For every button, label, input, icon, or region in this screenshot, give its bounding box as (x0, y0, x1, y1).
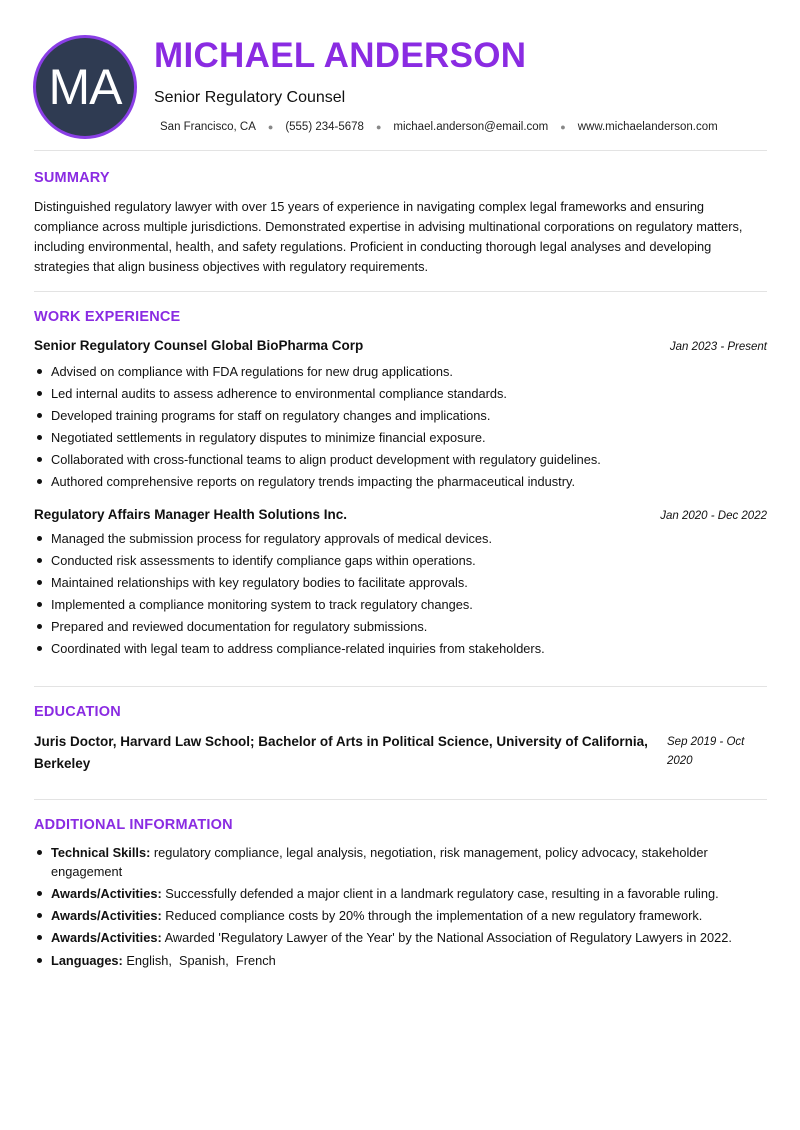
additional-list (34, 843, 767, 973)
education-dates: Sep 2019 - Oct 2020 (667, 736, 745, 767)
item-text: Reduced compliance costs by 20% through the implementation of a new regulatory framework. (161, 908, 703, 923)
summary-heading: SUMMARY (34, 170, 110, 186)
contact-location: San Francisco, CA (160, 121, 256, 133)
item-label: Awards/Activities: (51, 930, 162, 945)
job-bullet-list (34, 528, 767, 660)
list-item (34, 906, 767, 925)
list-item: Maintained relationships with key regulatory bodies to facilitate approvals. (34, 572, 767, 594)
job-header (34, 507, 767, 522)
candidate-name: MICHAEL ANDERSON (154, 36, 527, 75)
divider (34, 291, 767, 292)
candidate-title: Senior Regulatory Counsel (154, 89, 346, 106)
summary-text: Distinguished regulatory lawyer with over 15 years of experience in navigating complex legal frameworks and ensuring compliance across multiple jurisdictions. Demonstrated expertise in advising multinational corporations on regulatory matters, including environmental, health, and safety regulations. Proficient in conducting thorough legal analyses and developing strategies that align business objectives with regulatory requirements. (34, 199, 743, 274)
education-degree: Juris Doctor, Harvard Law School; Bachelor of Arts in Political Science, University of California, Berkeley (34, 734, 648, 771)
job-role: Senior Regulatory Counsel Global BioPharma Corp (34, 338, 364, 353)
list-item: Developed training programs for staff on regulatory changes and implications. (34, 405, 767, 427)
contact-phone: (555) 234-5678 (285, 121, 364, 133)
list-item (34, 928, 767, 947)
job-bullet-list (34, 361, 767, 493)
list-item: Led internal audits to assess adherence to environmental compliance standards. (34, 383, 767, 405)
separator-dot-icon: ● (375, 122, 382, 132)
list-item: Implemented a compliance monitoring system to track regulatory changes. (34, 594, 767, 616)
list-item: Managed the submission process for regulatory approvals of medical devices. (34, 528, 767, 550)
separator-dot-icon: ● (267, 122, 274, 132)
item-text: Successfully defended a major client in a landmark regulatory case, resulting in a favorable ruling. (161, 886, 719, 901)
list-item (34, 843, 767, 881)
contact-bar (160, 121, 718, 133)
item-label: Languages: (51, 953, 123, 968)
item-label: Technical Skills: (51, 845, 151, 860)
item-text: regulatory compliance, legal analysis, negotiation, risk management, policy advocacy, stakeholder engagement (51, 845, 708, 879)
job-role: Regulatory Affairs Manager Health Solutions Inc. (34, 507, 348, 522)
separator-dot-icon: ● (560, 122, 566, 132)
item-text: Awarded 'Regulatory Lawyer of the Year' by the National Association of Regulatory Lawyers in 2022. (161, 930, 732, 945)
contact-website: www.michaelanderson.com (577, 121, 718, 133)
job-dates: Jan 2020 - Dec 2022 (660, 510, 767, 522)
list-item (34, 884, 767, 903)
list-item: Negotiated settlements in regulatory disputes to minimize financial exposure. (34, 427, 767, 449)
job-header (34, 338, 767, 353)
education-entry (34, 731, 767, 775)
item-text: English, Spanish, French (122, 953, 276, 968)
list-item: Prepared and reviewed documentation for regulatory submissions. (34, 616, 767, 638)
additional-heading: ADDITIONAL INFORMATION (34, 817, 233, 833)
job-dates: Jan 2023 - Present (669, 341, 767, 353)
list-item: Advised on compliance with FDA regulations for new drug applications. (34, 361, 767, 383)
item-label: Awards/Activities: (51, 886, 162, 901)
avatar-initials: MA (48, 59, 122, 115)
avatar (33, 35, 137, 139)
divider (34, 150, 767, 151)
experience-heading: WORK EXPERIENCE (34, 309, 181, 325)
item-label: Awards/Activities: (51, 908, 162, 923)
list-item (34, 951, 767, 970)
list-item: Authored comprehensive reports on regulatory trends impacting the pharmaceutical industry. (34, 471, 767, 493)
divider (34, 686, 767, 687)
list-item: Coordinated with legal team to address compliance-related inquiries from stakeholders. (34, 638, 767, 660)
divider (34, 799, 767, 800)
contact-email: michael.anderson@email.com (393, 121, 549, 133)
list-item: Collaborated with cross-functional teams to align product development with regulatory guidelines. (34, 449, 767, 471)
education-heading: EDUCATION (34, 704, 121, 720)
list-item: Conducted risk assessments to identify compliance gaps within operations. (34, 550, 767, 572)
